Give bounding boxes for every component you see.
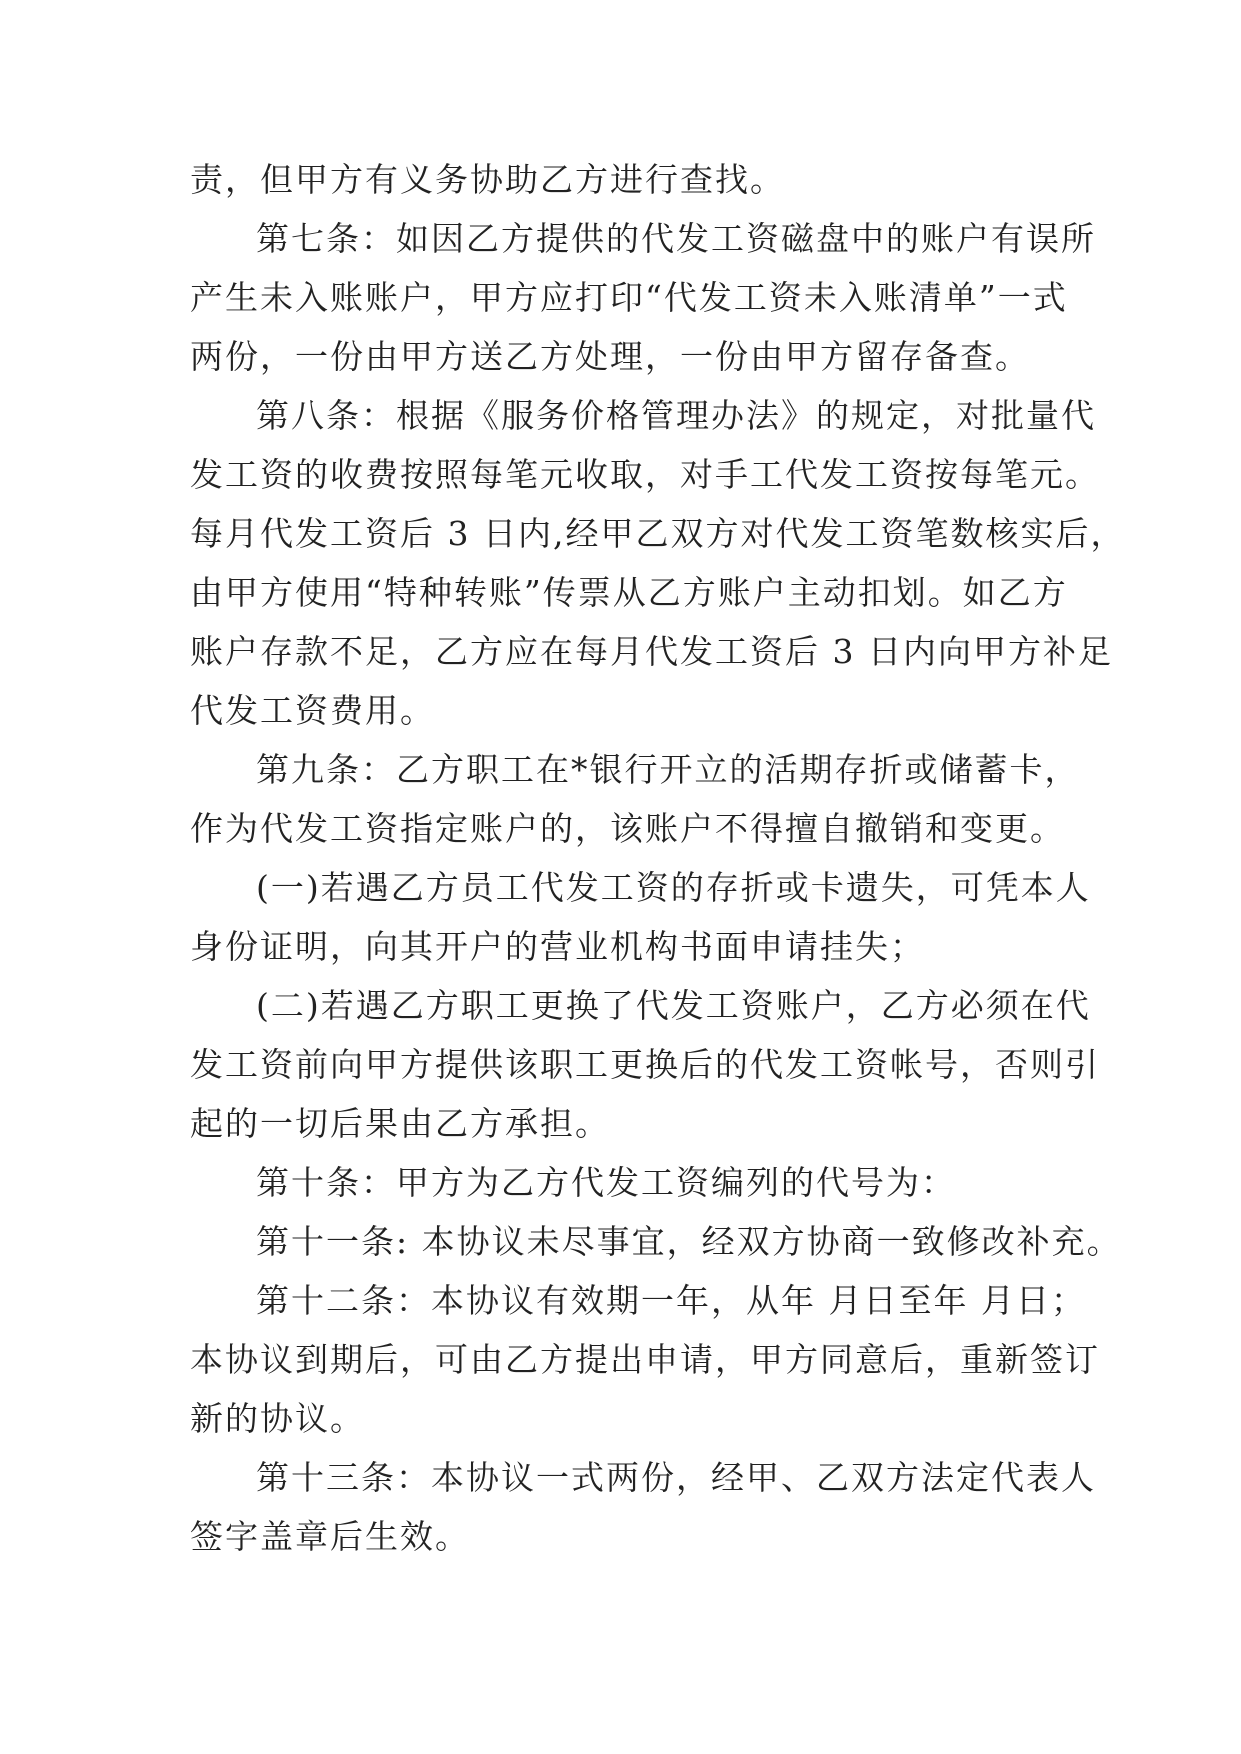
article-7-line: 第七条：如因乙方提供的代发工资磁盘中的账户有误所 (256, 219, 1096, 258)
text-line: 起的一切后果由乙方承担。 (190, 1104, 610, 1143)
article-12-line: 第十二条：本协议有效期一年，从年 月日至年 月日； (256, 1281, 1086, 1320)
text-line: 每月代发工资后 3 日内,经甲乙双方对代发工资笔数核实后， (190, 514, 1126, 553)
text-line: 责，但甲方有义务协助乙方进行查找。 (190, 160, 785, 199)
article-9-line: 第九条：乙方职工在*银行开立的活期存折或储蓄卡， (256, 750, 1080, 789)
article-8-line: 第八条：根据《服务价格管理办法》的规定，对批量代 (256, 396, 1096, 435)
text-line: 作为代发工资指定账户的，该账户不得擅自撤销和变更。 (190, 809, 1065, 848)
text-line: 本协议到期后，可由乙方提出申请，甲方同意后，重新签订 (190, 1340, 1100, 1379)
clause-2-line: (二)若遇乙方职工更换了代发工资账户，乙方必须在代 (256, 986, 1091, 1025)
clause-1-line: (一)若遇乙方员工代发工资的存折或卡遗失，可凭本人 (256, 868, 1091, 907)
article-13-line: 第十三条：本协议一式两份，经甲、乙双方法定代表人 (256, 1458, 1096, 1497)
text-line: 发工资前向甲方提供该职工更换后的代发工资帐号，否则引 (190, 1045, 1100, 1084)
text-line: 两份，一份由甲方送乙方处理，一份由甲方留存备查。 (190, 337, 1030, 376)
text-line: 身份证明，向其开户的营业机构书面申请挂失； (190, 927, 925, 966)
text-line: 发工资的收费按照每笔元收取，对手工代发工资按每笔元。 (190, 455, 1100, 494)
text-line: 新的协议。 (190, 1399, 365, 1438)
article-11-line: 第十一条: 本协议未尽事宜，经双方协商一致修改补充。 (256, 1222, 1122, 1261)
text-line: 签字盖章后生效。 (190, 1517, 470, 1556)
text-line: 由甲方使用“特种转账”传票从乙方账户主动扣划。如乙方 (190, 573, 1068, 612)
text-line: 代发工资费用。 (190, 691, 435, 730)
article-10-line: 第十条：甲方为乙方代发工资编列的代号为： (256, 1163, 956, 1202)
text-line: 账户存款不足，乙方应在每月代发工资后 3 日内向甲方补足 (190, 632, 1113, 671)
text-line: 产生未入账账户，甲方应打印“代发工资未入账清单”一式 (190, 278, 1068, 317)
document-body (190, 150, 1126, 1566)
